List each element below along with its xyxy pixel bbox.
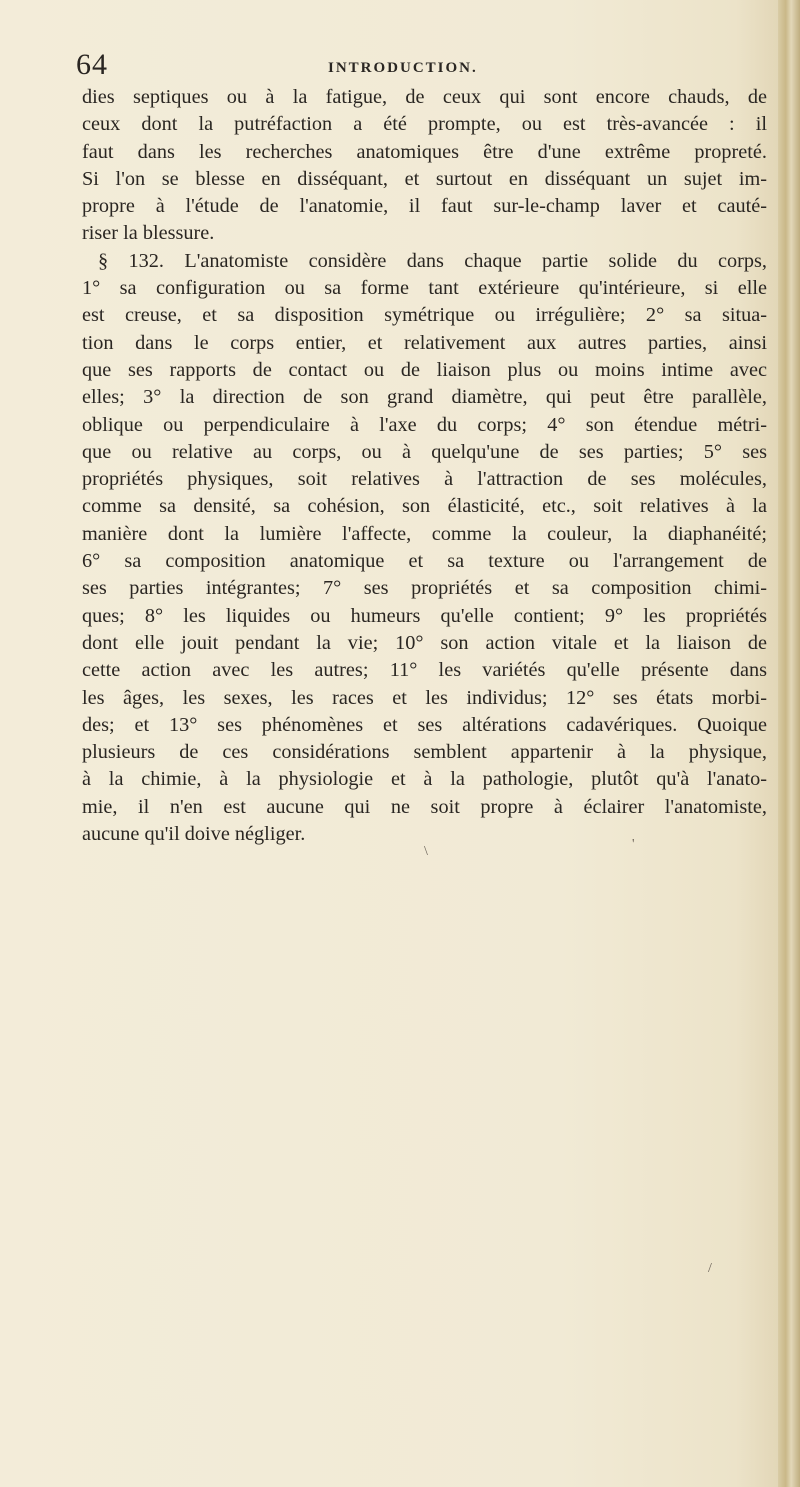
text-line: les âges, les sexes, les races et les individus; 12° ses états morbi- (82, 686, 767, 709)
text-line: est creuse, et sa disposition symétrique ou irrégulière; 2° sa situa- (82, 304, 767, 327)
text-line: dies septiques ou à la fatigue, de ceux qui sont encore chauds, de (82, 86, 767, 108)
text-line: cette action avec les autres; 11° les variétés qu'elle présente dans (82, 659, 767, 682)
text-line: propre à l'étude de l'anatomie, il faut sur-le-champ laver et cauté- (82, 195, 767, 218)
text-line: que ses rapports de contact ou de liaison plus ou moins intime avec (82, 358, 767, 381)
text-line: dont elle jouit pendant la vie; 10° son action vitale et la liaison de (82, 631, 767, 654)
paragraph-start-line: § 132. L'anatomiste considère dans chaque partie solide du corps, (98, 249, 767, 272)
page-edge-shadow (778, 0, 800, 1487)
text-line: 6° sa composition anatomique et sa texture ou l'arrangement de (82, 550, 767, 573)
text-line: plusieurs de ces considérations semblent appartenir à la physique, (82, 741, 767, 764)
text-line: propriétés physiques, soit relatives à l'attraction de ses molécules, (82, 468, 767, 491)
text-line: manière dont la lumière l'affecte, comme la couleur, la diaphanéité; (82, 522, 767, 545)
text-line: mie, il n'en est aucune qui ne soit propre à éclairer l'anatomiste, (82, 795, 767, 818)
text-line: des; et 13° ses phénomènes et ses altérations cadavériques. Quoique (82, 713, 767, 736)
text-line: ceux dont la putréfaction a été prompte, ou est très-avancée : il (82, 113, 767, 136)
text-line: ses parties intégrantes; 7° ses propriétés et sa composition chimi- (82, 577, 767, 600)
paper-speck: ' (632, 837, 635, 852)
text-line: que ou relative au corps, ou à quelqu'une de ses parties; 5° ses (82, 440, 767, 463)
text-line: oblique ou perpendiculaire à l'axe du corps; 4° son étendue métri- (82, 413, 767, 436)
text-line: comme sa densité, sa cohésion, son élasticité, etc., soit relatives à la (82, 495, 767, 518)
paper-speck: / (708, 1261, 712, 1276)
text-line: elles; 3° la direction de son grand diamètre, qui peut être parallèle, (82, 386, 767, 409)
text-line: ques; 8° les liquides ou humeurs qu'elle contient; 9° les propriétés (82, 604, 767, 627)
text-line: riser la blessure. (82, 222, 215, 245)
body-text (82, 84, 767, 848)
text-line: aucune qu'il doive négliger. (82, 823, 306, 846)
text-line: Si l'on se blesse en disséquant, et surtout en disséquant un sujet im- (82, 167, 767, 190)
page-number: 64 (76, 48, 108, 81)
text-line: 1° sa configuration ou sa forme tant extérieure qu'intérieure, si elle (82, 277, 767, 300)
text-line: faut dans les recherches anatomiques être d'une extrême propreté. (82, 140, 767, 163)
paper-speck: \ (424, 844, 428, 859)
text-line: tion dans le corps entier, et relativement aux autres parties, ainsi (82, 331, 767, 354)
running-head: INTRODUCTION. (328, 60, 478, 76)
text-line: à la chimie, à la physiologie et à la pathologie, plutôt qu'à l'anato- (82, 768, 767, 791)
